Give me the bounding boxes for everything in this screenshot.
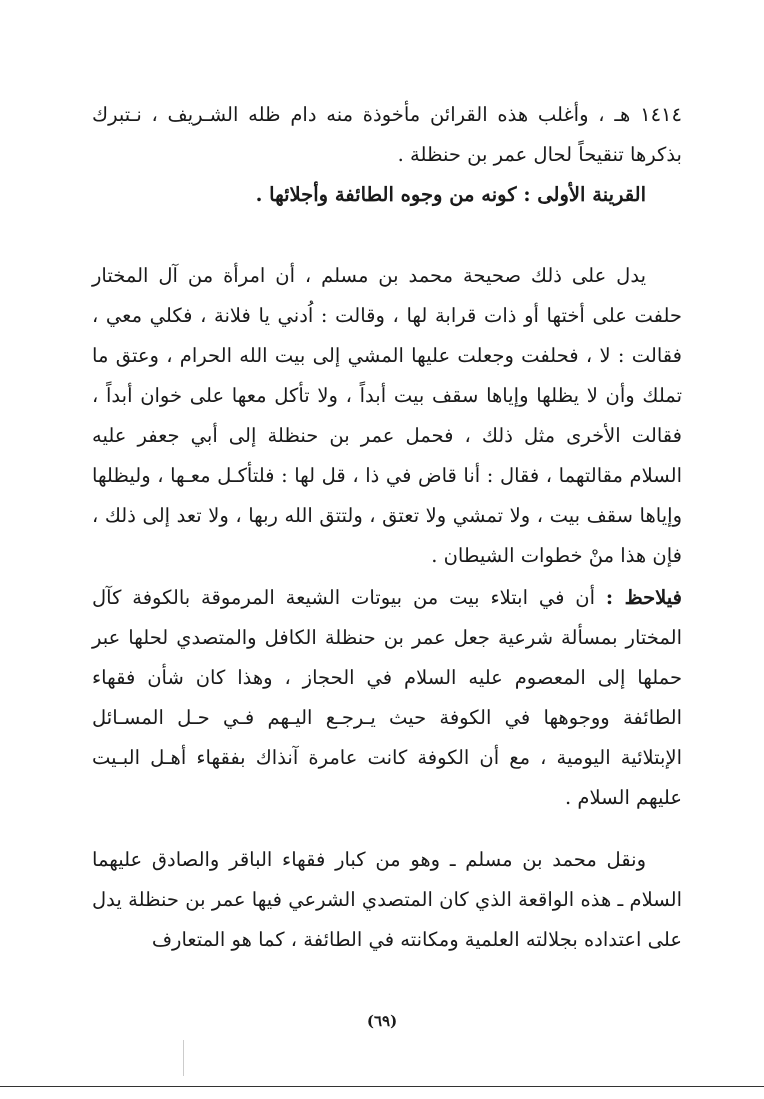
paragraph-conclusion — [92, 840, 682, 960]
note-label: فيلاحظ : — [605, 586, 682, 609]
paragraph-continuation — [92, 95, 682, 175]
paragraph-text: ونقل محمد بن مسلم ـ وهو من كبار فقهاء الباقر والصادق عليهما السلام ـ هذه الواقعة الذي كان المتصدي الشرعي فيها عمر بن حنظلة يدل على اعتداده بجلالته العلمية ومكانته في الطائفة ، كما هو المتعارف — [92, 848, 682, 951]
paragraph-text: يدل على ذلك صحيحة محمد بن مسلم ، أن امرأة من آل المختار حلفت على أختها أو ذات قرابة لها ، وقالت : اُدني يا فلانة ، فكلي معي ، فقالت : لا ، فحلفت وجعلت عليها المشي إلى بيت الله الحرام ، وعتق ما تملك وأن لا يظلها وإياها سقف بيت أبداً ، ولا تأكل معها على خوان أبداً ، فقالت الأخرى مثل ذلك ، فحمل عمر بن حنظلة إلى أبي جعفر عليه السلام مقالتهما ، فقال : أنا قاض في ذا ، قل لها : فلتأكـل معـها ، وليظلها وإياها سقف بيت ، ولا تمشي ولا تعتق ، ولتتق الله ربها ، ولا تعد إلى ذلك ، فإن هذا منْ خطوات الشيطان . — [92, 264, 682, 567]
paragraph-text: ١٤١٤ هـ ، وأغلب هذه القرائن مأخوذة منه دام ظله الشـريف ، نـتبرك بذكرها تنقيحاً لحال عمر بن حنظلة . — [92, 103, 682, 166]
bottom-rule — [0, 1086, 764, 1087]
heading-text: القرينة الأولى : كونه من وجوه الطائفة وأجلائها . — [255, 183, 646, 206]
scan-edge-mark — [183, 1040, 184, 1076]
paragraph-text: أن في ابتلاء بيت من بيوتات الشيعة المرموقة بالكوفة كآل المختار بمسألة شرعية جعل عمر بن حنظلة الكافل والمتصدي لحلها عبر حملها إلى المعصوم عليه السلام في الحجاز ، وهذا كان شأن فقهاء الطائفة ووجوهها في الكوفة حيث يـرجـع اليـهم فـي حـل المسـائل الإبتلائية اليومية ، مع أن الكوفة كانت عامرة آنذاك بفقهاء أهـل البـيت عليهم السلام . — [92, 586, 682, 809]
paragraph-hadith — [92, 256, 682, 576]
page-number: (٦٩) — [366, 1012, 398, 1030]
section-heading — [92, 175, 682, 215]
paragraph-observation — [92, 578, 682, 818]
